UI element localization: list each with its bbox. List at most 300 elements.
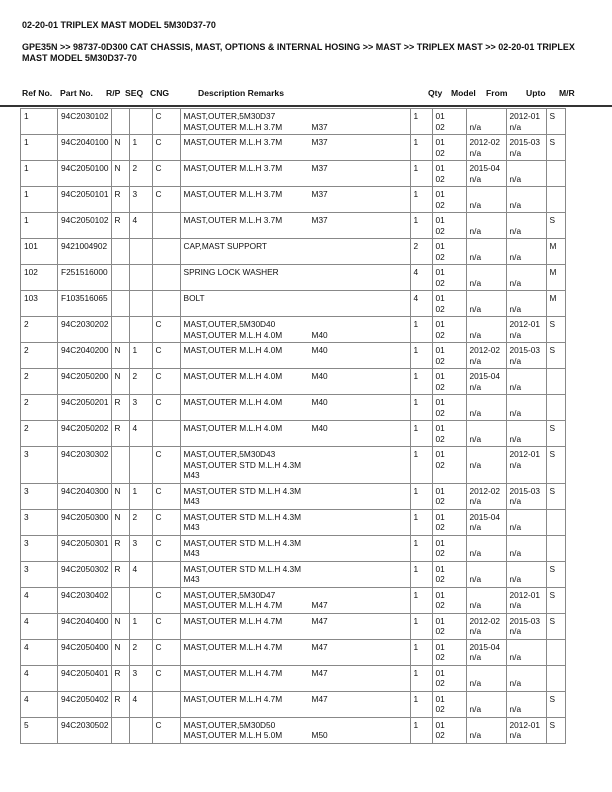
upto <box>506 639 546 665</box>
upto-line <box>510 694 544 705</box>
upto <box>506 613 546 639</box>
model <box>432 291 466 317</box>
part-no <box>58 265 112 291</box>
from-line <box>470 564 504 575</box>
rp <box>111 665 129 691</box>
seq <box>129 395 152 421</box>
description <box>180 665 410 691</box>
from <box>466 639 506 665</box>
model <box>432 561 466 587</box>
from-line <box>470 267 504 278</box>
description <box>180 535 410 561</box>
description-line: MAST,OUTER STD M.L.H 4.3M <box>183 537 302 548</box>
ref-no-text: 3 <box>24 485 29 496</box>
from-line: n/a <box>469 329 482 340</box>
ref-no-text: 4 <box>24 693 29 704</box>
upto-line <box>510 293 544 304</box>
mr <box>546 161 565 187</box>
breadcrumb: GPE35N >> 98737-0D300 CAT CHASSIS, MAST, OPTIONS & INTERNAL HOSING >> MAST >> TRIPLEX MAST >> 02-20-01 TRIPLEX MAST MODEL 5M30D37-70 <box>22 42 575 63</box>
qty <box>410 239 432 265</box>
from-line: n/a <box>469 277 482 288</box>
table-row <box>21 187 566 213</box>
from-line: n/a <box>469 303 482 314</box>
description-line: M43 <box>183 522 200 532</box>
rp <box>111 691 129 717</box>
model-line: 01 <box>435 537 445 548</box>
ref-no-text: 2 <box>24 397 29 407</box>
upto-line: n/a <box>509 433 522 444</box>
ref-no <box>21 535 58 561</box>
seq-text: 2 <box>132 371 138 381</box>
description-line: MAST,OUTER M.L.H 3.7M <box>183 163 283 173</box>
rp <box>111 187 129 213</box>
ref-no-text: 3 <box>24 449 29 459</box>
upto-line: n/a <box>509 652 522 662</box>
mr <box>546 613 565 639</box>
from <box>466 213 506 239</box>
model <box>432 535 466 561</box>
mr <box>546 239 565 265</box>
mr <box>546 509 565 535</box>
upto-line: n/a <box>509 329 522 340</box>
ref-no <box>21 343 58 369</box>
part-no-text: 94C2050400 <box>61 641 109 652</box>
from-line <box>470 694 504 705</box>
description-line: MAST,OUTER M.L.H 4.0M <box>183 345 283 355</box>
upto <box>506 291 546 317</box>
part-no <box>58 587 112 613</box>
remark: M37 <box>311 121 328 132</box>
mr-text: S <box>549 137 556 147</box>
model-line: 01 <box>435 137 445 147</box>
rp-text: R <box>114 215 121 225</box>
table-row <box>21 561 566 587</box>
seq <box>129 483 152 509</box>
from-line: 2012-02 <box>469 485 500 496</box>
rp <box>111 447 129 484</box>
model-line: 01 <box>435 163 445 173</box>
rp-text: N <box>114 485 121 496</box>
description <box>180 213 410 239</box>
qty-text: 1 <box>413 345 419 355</box>
upto <box>506 213 546 239</box>
part-no-text: 9421004902 <box>61 241 108 251</box>
seq <box>129 717 152 743</box>
ref-no-text: 4 <box>24 589 29 600</box>
model-line: 01 <box>435 589 445 600</box>
ref-no-text: 2 <box>24 319 29 329</box>
seq <box>129 613 152 639</box>
part-no <box>58 665 112 691</box>
part-no <box>58 317 112 343</box>
rp <box>111 291 129 317</box>
ref-no <box>21 483 58 509</box>
cng <box>152 483 180 509</box>
upto-line: n/a <box>509 147 522 158</box>
mr <box>546 187 565 213</box>
upto-line: 2015-03 <box>509 615 540 626</box>
part-no-text: 94C2050201 <box>61 397 109 407</box>
qty-text: 2 <box>413 241 419 251</box>
part-no-text: 94C2030502 <box>61 719 109 730</box>
qty-text: 1 <box>413 667 419 678</box>
table-row <box>21 395 566 421</box>
model-line: 01 <box>435 215 445 225</box>
cng <box>152 161 180 187</box>
from-line: n/a <box>469 730 482 740</box>
description-line: MAST,OUTER M.L.H 3.7M <box>183 137 283 147</box>
from <box>466 265 506 291</box>
model-line: 02 <box>435 678 445 688</box>
remark: M37 <box>311 163 328 173</box>
from-line: 2012-02 <box>469 615 500 626</box>
mr <box>546 421 565 447</box>
seq <box>129 343 152 369</box>
col-cng: CNG <box>150 88 170 98</box>
from <box>466 613 506 639</box>
seq <box>129 509 152 535</box>
ref-no-text: 101 <box>24 241 38 251</box>
ref-no <box>21 265 58 291</box>
table-row <box>21 265 566 291</box>
model-line: 01 <box>435 397 445 407</box>
cng <box>152 369 180 395</box>
description <box>180 587 410 613</box>
ref-no <box>21 691 58 717</box>
cng <box>152 535 180 561</box>
description-line: MAST,OUTER,5M30D47 <box>183 589 276 600</box>
description-line: MAST,OUTER M.L.H 4.7M <box>183 615 283 626</box>
model-line: 02 <box>435 355 445 366</box>
from <box>466 717 506 743</box>
model-line: 02 <box>435 433 445 444</box>
cng <box>152 613 180 639</box>
cng-text: C <box>155 537 162 548</box>
description <box>180 561 410 587</box>
from-line <box>470 215 504 226</box>
from-line: n/a <box>469 600 482 610</box>
from-line <box>470 293 504 304</box>
rp <box>111 265 129 291</box>
table-row <box>21 691 566 717</box>
upto <box>506 587 546 613</box>
ref-no-text: 2 <box>24 345 29 355</box>
from-line <box>470 189 504 200</box>
part-no-text: 94C2050101 <box>61 189 109 199</box>
description-line: MAST,OUTER STD M.L.H 4.3M <box>183 511 302 522</box>
model <box>432 317 466 343</box>
seq <box>129 187 152 213</box>
model-line: 02 <box>435 652 445 662</box>
cng-text: C <box>155 345 162 355</box>
qty <box>410 135 432 161</box>
description-line: MAST,OUTER M.L.H 4.0M <box>183 371 283 381</box>
description-line: MAST,OUTER M.L.H 5.0M <box>183 730 283 740</box>
description-line: MAST,OUTER,5M30D50 <box>183 719 276 730</box>
model <box>432 109 466 135</box>
upto-line: n/a <box>509 251 522 262</box>
remark: M40 <box>311 397 328 407</box>
model-line: 02 <box>435 147 445 158</box>
seq <box>129 691 152 717</box>
part-no-text: 94C2050402 <box>61 693 109 704</box>
ref-no <box>21 239 58 265</box>
rp <box>111 109 129 135</box>
cng <box>152 265 180 291</box>
col-qty: Qty <box>428 88 443 98</box>
cng-text: C <box>155 719 162 730</box>
from-line: 2015-04 <box>469 371 500 381</box>
from-line <box>470 449 504 460</box>
qty-text: 1 <box>413 537 419 548</box>
description <box>180 239 410 265</box>
model-line: 01 <box>435 449 445 459</box>
upto <box>506 239 546 265</box>
model <box>432 421 466 447</box>
upto-line: n/a <box>509 678 522 688</box>
description-line: MAST,OUTER M.L.H 3.7M <box>183 189 283 199</box>
part-no-text: 94C2050202 <box>61 423 109 433</box>
description-line: MAST,OUTER M.L.H 4.0M <box>183 423 283 433</box>
cng-text: C <box>155 667 162 678</box>
from-line: 2015-04 <box>469 641 500 652</box>
seq-text: 4 <box>132 693 138 704</box>
description-line: MAST,OUTER M.L.H 4.7M <box>183 693 283 704</box>
rp <box>111 535 129 561</box>
ref-no <box>21 421 58 447</box>
mr <box>546 447 565 484</box>
qty <box>410 613 432 639</box>
from-line: n/a <box>469 225 482 236</box>
qty <box>410 291 432 317</box>
upto-line <box>510 189 544 200</box>
upto-line: n/a <box>509 199 522 210</box>
ref-no <box>21 587 58 613</box>
table-row <box>21 613 566 639</box>
model-line: 02 <box>435 548 445 558</box>
table-header <box>0 88 612 100</box>
description <box>180 509 410 535</box>
description <box>180 639 410 665</box>
cng <box>152 109 180 135</box>
seq-text: 1 <box>132 345 138 355</box>
part-no <box>58 109 112 135</box>
mr-text: S <box>549 615 556 626</box>
col-rp: R/P <box>106 88 121 98</box>
description-line: MAST,OUTER M.L.H 4.7M <box>183 600 283 610</box>
qty <box>410 369 432 395</box>
ref-no <box>21 109 58 135</box>
model <box>432 717 466 743</box>
rp-text: N <box>114 371 121 381</box>
col-desc: Description Remarks <box>198 88 284 98</box>
seq-text: 2 <box>132 163 138 173</box>
mr <box>546 369 565 395</box>
model <box>432 213 466 239</box>
seq <box>129 639 152 665</box>
model-line: 02 <box>435 407 445 418</box>
table-row <box>21 447 566 484</box>
model <box>432 161 466 187</box>
model-line: 02 <box>435 121 445 132</box>
rp <box>111 239 129 265</box>
from <box>466 509 506 535</box>
from <box>466 691 506 717</box>
model-line: 01 <box>435 267 445 277</box>
model-line: 01 <box>435 511 445 522</box>
description <box>180 613 410 639</box>
table-row <box>21 291 566 317</box>
remark: M40 <box>311 423 328 433</box>
table-row <box>21 587 566 613</box>
rp <box>111 317 129 343</box>
cng-text: C <box>155 397 162 407</box>
qty <box>410 109 432 135</box>
model-line: 01 <box>435 667 445 678</box>
upto-line <box>510 512 544 523</box>
ref-no-text: 1 <box>24 215 29 225</box>
rp-text: R <box>114 667 121 678</box>
description-line: MAST,OUTER M.L.H 3.7M <box>183 215 283 225</box>
seq-text: 4 <box>132 563 138 574</box>
rp-text: R <box>114 397 121 407</box>
seq <box>129 369 152 395</box>
mr-text: M <box>549 267 557 277</box>
remark: M47 <box>311 667 328 678</box>
table-row <box>21 717 566 743</box>
ref-no <box>21 639 58 665</box>
cng-text: C <box>155 485 162 496</box>
ref-no <box>21 317 58 343</box>
description <box>180 717 410 743</box>
upto <box>506 135 546 161</box>
col-model: Model <box>451 88 476 98</box>
from <box>466 395 506 421</box>
seq <box>129 665 152 691</box>
description-line: M43 <box>183 496 200 506</box>
model <box>432 187 466 213</box>
seq <box>129 135 152 161</box>
description-line: MAST,OUTER M.L.H 4.0M <box>183 397 283 407</box>
ref-no-text: 1 <box>24 137 29 147</box>
upto <box>506 395 546 421</box>
part-no <box>58 535 112 561</box>
cng <box>152 187 180 213</box>
from-line <box>470 668 504 679</box>
mr <box>546 483 565 509</box>
upto-line: n/a <box>509 173 522 184</box>
from <box>466 421 506 447</box>
ref-no-text: 4 <box>24 667 29 678</box>
qty <box>410 447 432 484</box>
model <box>432 587 466 613</box>
part-no-text: 94C2030102 <box>61 111 109 121</box>
part-no <box>58 135 112 161</box>
ref-no-text: 1 <box>24 111 29 121</box>
rp <box>111 561 129 587</box>
model <box>432 239 466 265</box>
seq-text: 4 <box>132 423 138 433</box>
from-line: n/a <box>469 522 482 532</box>
from-line: n/a <box>469 548 482 558</box>
rp-text: R <box>114 537 121 548</box>
description-line: MAST,OUTER M.L.H 4.0M <box>183 329 283 340</box>
model <box>432 483 466 509</box>
part-no <box>58 187 112 213</box>
model <box>432 265 466 291</box>
part-no <box>58 395 112 421</box>
upto <box>506 369 546 395</box>
seq-text: 1 <box>132 615 138 626</box>
from-line: n/a <box>469 459 482 470</box>
remark: M47 <box>311 693 328 704</box>
remark: M37 <box>311 137 328 147</box>
upto-line: 2012-01 <box>509 719 540 730</box>
qty-text: 1 <box>413 319 419 329</box>
rp <box>111 613 129 639</box>
seq-text: 1 <box>132 485 138 496</box>
upto-line: n/a <box>509 355 522 366</box>
rp <box>111 213 129 239</box>
ref-no-text: 1 <box>24 189 29 199</box>
qty-text: 4 <box>413 293 419 303</box>
from-line: 2015-04 <box>469 511 500 522</box>
qty-text: 1 <box>413 719 419 730</box>
model-line: 01 <box>435 485 445 496</box>
upto-line: n/a <box>509 496 522 506</box>
upto <box>506 317 546 343</box>
part-no <box>58 161 112 187</box>
description <box>180 483 410 509</box>
cng <box>152 639 180 665</box>
cng <box>152 447 180 484</box>
part-no <box>58 639 112 665</box>
from-line: n/a <box>469 381 482 392</box>
model-line: 02 <box>435 173 445 184</box>
cng <box>152 291 180 317</box>
model <box>432 395 466 421</box>
part-no-text: 94C2030402 <box>61 589 109 600</box>
upto <box>506 109 546 135</box>
description-line: MAST,OUTER M.L.H 4.7M <box>183 641 283 652</box>
from-line: n/a <box>469 496 482 506</box>
ref-no <box>21 291 58 317</box>
rp-text: N <box>114 137 121 147</box>
cng-text: C <box>155 371 162 381</box>
from <box>466 161 506 187</box>
model-line: 02 <box>435 496 445 506</box>
qty-text: 1 <box>413 589 419 600</box>
from-line: n/a <box>469 574 482 584</box>
cng <box>152 421 180 447</box>
part-no-text: F103516065 <box>61 293 108 303</box>
part-no-text: 94C2050401 <box>61 667 109 678</box>
seq <box>129 535 152 561</box>
model <box>432 665 466 691</box>
model-line: 02 <box>435 704 445 714</box>
model <box>432 369 466 395</box>
description-line: MAST,OUTER M.L.H 3.7M <box>183 121 283 132</box>
ref-no-text: 3 <box>24 563 29 574</box>
mr-text: S <box>549 215 556 225</box>
model-line: 01 <box>435 641 445 652</box>
mr-text: S <box>549 449 556 459</box>
table-row <box>21 535 566 561</box>
table-row <box>21 421 566 447</box>
seq <box>129 291 152 317</box>
model-line: 01 <box>435 319 445 329</box>
description <box>180 291 410 317</box>
